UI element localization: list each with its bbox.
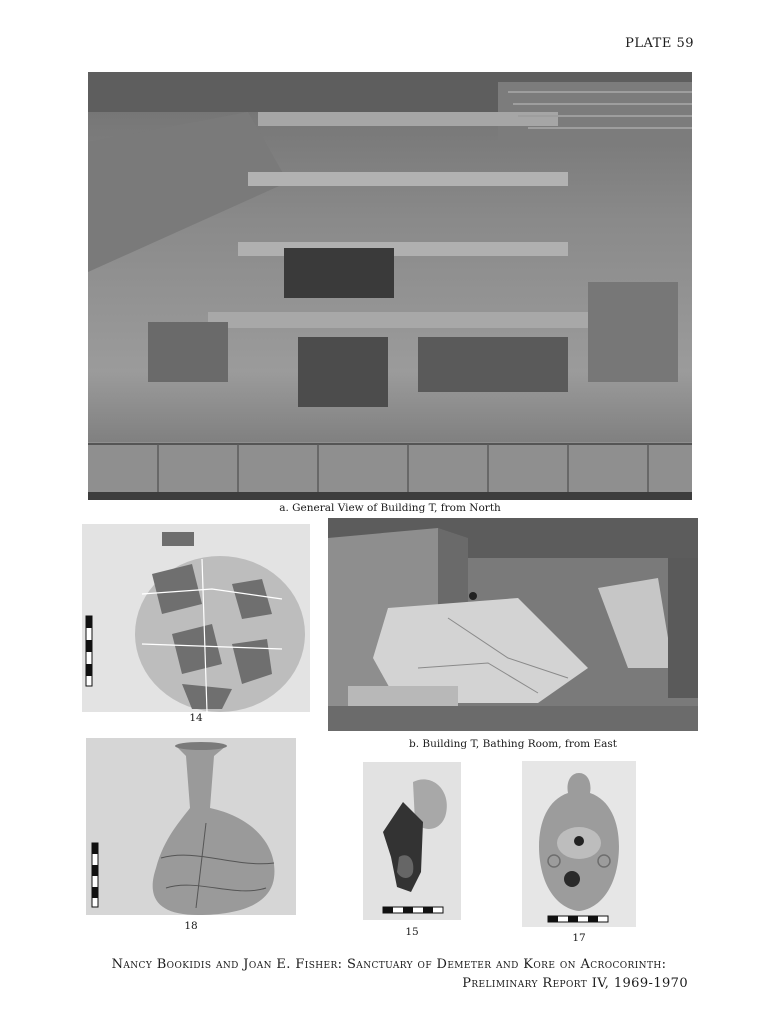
figure-number-18: 18 [184,920,198,932]
caption-figure-b: b. Building T, Bathing Room, from East [408,738,617,750]
figure-number-15: 15 [405,926,419,938]
photo-object-17-lamp [522,761,636,927]
photo-object-18-flask [86,738,296,915]
plate-label: PLATE 59 [625,36,694,51]
caption-figure-a: a. General View of Building T, from North [279,502,501,514]
photo-object-14-jar [82,524,310,712]
photo-object-15-fragment [363,762,461,920]
photo-building-t-general-view [88,72,692,500]
footer-authors-title: Nancy Bookidis and Joan E. Fisher: Sanctuary of Demeter and Kore on Acrocorinth: [111,957,667,972]
photo-building-t-bathing-room [328,518,698,731]
figure-number-17: 17 [572,932,586,944]
footer-report-title: Preliminary Report IV, 1969-1970 [462,976,688,991]
plate-footer [90,955,688,993]
figure-number-14: 14 [189,712,203,724]
